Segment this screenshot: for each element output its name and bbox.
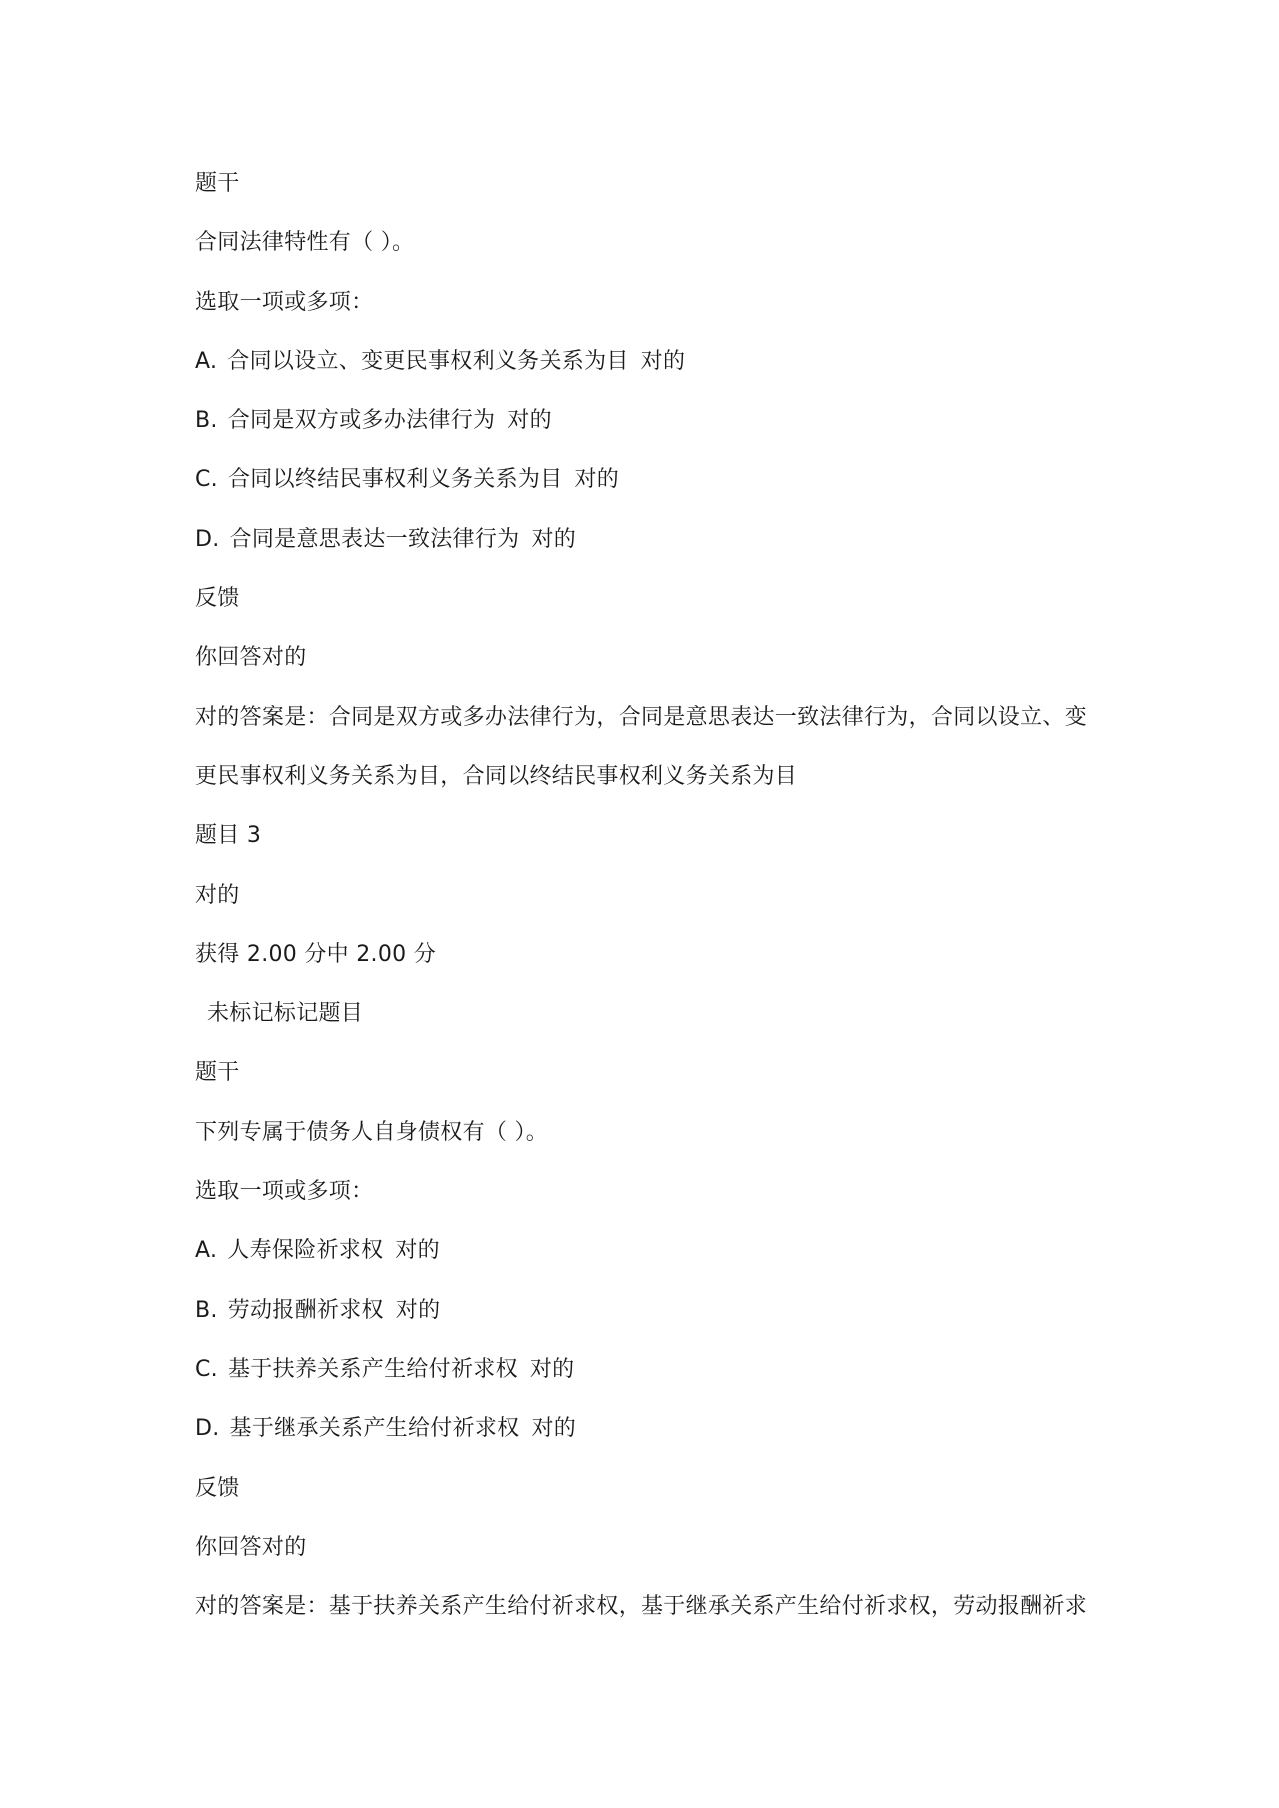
q3-feedback-label: 反馈 [195, 1475, 240, 1501]
option-correct-mark: 对的 [395, 1297, 441, 1323]
option-letter: A. [195, 1238, 218, 1264]
q2-feedback-label: 反馈 [195, 586, 240, 612]
option-letter: D. [195, 526, 220, 552]
option-correct-mark: 对的 [529, 1356, 575, 1382]
q2-feedback-result: 你回答对的 [195, 645, 307, 671]
q3-score: 获得 2.00 分中 2.00 分 [195, 941, 437, 967]
q2-option-c [195, 454, 1105, 513]
q3-option-a [195, 1225, 1105, 1284]
option-correct-mark: 对的 [574, 467, 620, 493]
option-letter: C. [195, 1356, 218, 1382]
option-correct-mark: 对的 [531, 526, 577, 552]
option-correct-mark: 对的 [507, 408, 552, 434]
q3-option-b [195, 1285, 1105, 1344]
q3-title: 题目 3 [195, 823, 262, 849]
option-letter: B. [195, 1297, 218, 1323]
option-letter: A. [195, 348, 218, 374]
q2-question-text: 合同法律特性有（ ）。 [195, 230, 415, 256]
q2-stem-label: 题干 [195, 171, 240, 196]
q3-instruction: 选取一项或多项： [195, 1179, 374, 1205]
q3-flag-question: 未标记标记题目 [207, 1001, 364, 1027]
option-text: 合同以设立、变更民事权利义务关系为目 [227, 348, 629, 374]
q2-correct-answer-line-2: 更民事权利义务关系为目，合同以终结民事权利义务关系为目 [195, 763, 798, 789]
q2-option-a [195, 336, 1105, 395]
option-letter: C. [195, 467, 218, 493]
q2-option-b [195, 395, 1105, 454]
option-text: 合同以终结民事权利义务关系为目 [227, 467, 563, 493]
option-letter: B. [195, 408, 218, 434]
option-correct-mark: 对的 [640, 348, 686, 374]
q2-instruction: 选取一项或多项： [195, 289, 374, 315]
q3-feedback-result: 你回答对的 [195, 1534, 307, 1560]
option-text: 人寿保险祈求权 [227, 1238, 384, 1264]
q3-option-d [195, 1403, 1105, 1462]
option-correct-mark: 对的 [531, 1416, 577, 1442]
document-content [195, 158, 1105, 1640]
option-text: 合同是意思表达一致法律行为 [229, 526, 520, 552]
q3-option-c [195, 1344, 1105, 1403]
option-correct-mark: 对的 [395, 1238, 440, 1264]
option-letter: D. [195, 1416, 220, 1442]
option-text: 基于扶养关系产生给付祈求权 [227, 1356, 518, 1382]
option-text: 基于继承关系产生给付祈求权 [229, 1416, 520, 1442]
option-text: 劳动报酬祈求权 [227, 1297, 384, 1323]
q3-status: 对的 [195, 882, 240, 908]
q3-stem-label: 题干 [195, 1060, 240, 1086]
option-text: 合同是双方或多办法律行为 [227, 408, 496, 434]
q3-question-text: 下列专属于债务人自身债权有（ ）。 [195, 1119, 549, 1145]
q2-correct-answer-line-1: 对的答案是：合同是双方或多办法律行为，合同是意思表达一致法律行为，合同以设立、变 [195, 704, 1088, 730]
q3-correct-answer-line-1: 对的答案是：基于扶养关系产生给付祈求权，基于继承关系产生给付祈求权，劳动报酬祈求 [195, 1594, 1088, 1620]
q2-option-d [195, 514, 1105, 573]
